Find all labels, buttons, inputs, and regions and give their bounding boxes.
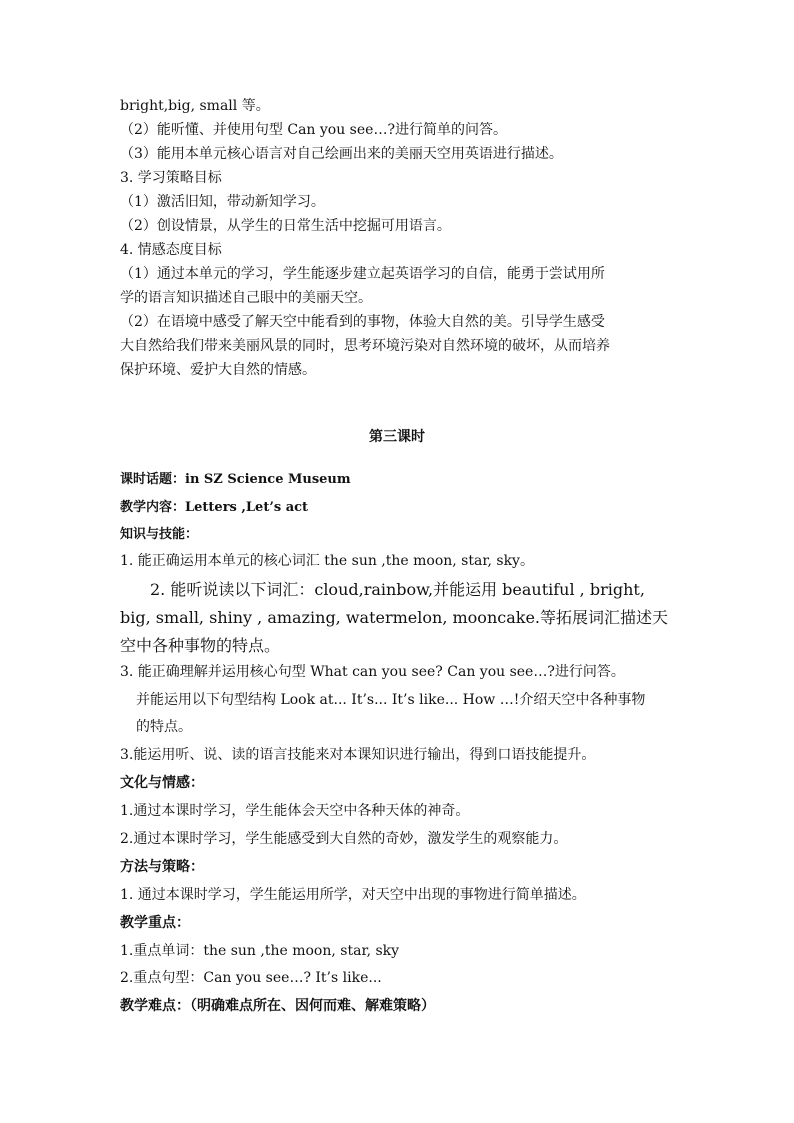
strategy-heading: 3. 学习策略目标 [120,170,222,186]
knowledge-item-4: 3.能运用听、说、读的语言技能来对本课知识进行输出，得到口语技能提升。 [120,747,596,763]
knowledge-item-3-line-2: 并能运用以下句型结构 Look at... It’s... It’s like... How …!介绍天空中各种事物 [136,692,646,708]
strategy-line-1: （1）激活旧知，带动新知学习。 [120,194,325,210]
knowledge-item-3-line-3: 的特点。 [136,719,192,735]
objective-line-1: bright,big, small 等。 [120,98,270,114]
objective-line-3: （3）能用本单元核心语言对自己绘画出来的美丽天空用英语进行描述。 [120,146,563,162]
knowledge-heading: 知识与技能： [120,527,199,542]
culture-heading: 文化与情感： [120,775,204,791]
knowledge-item-2-line-2: big, small, shiny , amazing, watermelon, mooncake.等拓展词汇描述天 [120,608,668,627]
lesson-content: 教学内容：Letters ,Let’s act [120,500,309,515]
strategy-line-2: （2）创设情景，从学生的日常生活中挖掘可用语言。 [120,218,451,234]
knowledge-item-2-line-3: 空中各种事物的特点。 [120,636,281,655]
emotion-line-5: 保护环境、爱护大自然的情感。 [120,362,316,378]
knowledge-item-1: 1. 能正确运用本单元的核心词汇 the sun ,the moon, star, sky。 [120,553,534,569]
method-heading: 方法与策略： [120,859,204,875]
key-point-words: 1.重点单词：the sun ,the moon, star, sky [120,943,400,959]
culture-item-1: 1.通过本课时学习，学生能体会天空中各种天体的神奇。 [120,803,470,819]
culture-item-2: 2.通过本课时学习，学生能感受到大自然的奇妙，激发学生的观察能力。 [120,831,568,847]
lesson-title: 第三课时 [369,429,425,445]
key-point-sentences: 2.重点句型：Can you see…? It’s like... [120,970,382,986]
difficulty-heading: 教学难点：（明确难点所在、因何而难、解难策略） [120,998,435,1014]
emotion-heading: 4. 情感态度目标 [120,242,222,258]
objective-line-2: （2）能听懂、并使用句型 Can you see…?进行简单的问答。 [120,122,507,138]
emotion-line-3: （2）在语境中感受了解天空中能看到的事物，体验大自然的美。引导学生感受 [120,314,605,330]
knowledge-item-3-line-1: 3. 能正确理解并运用核心句型 What can you see? Can you see…?进行问答。 [120,664,625,680]
lesson-topic: 课时话题：in SZ Science Museum [120,472,351,487]
emotion-line-1: （1）通过本单元的学习，学生能逐步建立起英语学习的自信，能勇于尝试用所 [120,266,605,282]
key-points-heading: 教学重点： [120,915,190,931]
knowledge-item-2-line-1: 2. 能听说读以下词汇：cloud,rainbow,并能运用 beautiful , bright, [150,580,645,599]
method-item-1: 1. 通过本课时学习，学生能运用所学，对天空中出现的事物进行简单描述。 [120,887,586,903]
emotion-line-4: 大自然给我们带来美丽风景的同时，思考环境污染对自然环境的破坏，从而培养 [120,338,610,354]
emotion-line-2: 学的语言知识描述自己眼中的美丽天空。 [120,290,372,306]
